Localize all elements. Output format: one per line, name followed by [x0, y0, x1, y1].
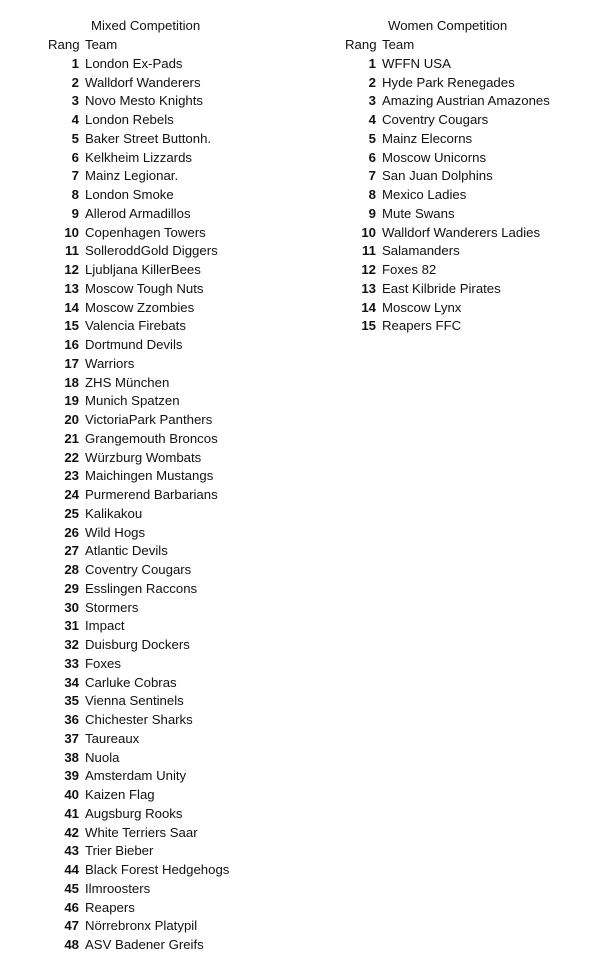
rank-cell: 5	[368, 130, 376, 146]
rank-cell: 23	[64, 468, 79, 484]
table-row	[48, 636, 318, 655]
rank-cell: 48	[64, 937, 79, 952]
rank-cell: 15	[64, 318, 79, 334]
rank-cell: 37	[64, 730, 79, 746]
table-row	[48, 599, 318, 618]
team-cell: Copenhagen Towers	[85, 224, 206, 240]
rank-cell: 39	[64, 768, 79, 784]
team-cell: ZHS München	[85, 374, 170, 390]
table-row	[48, 111, 318, 130]
women-competition-table	[345, 16, 605, 336]
team-cell: Atlantic Devils	[85, 543, 168, 559]
table-row	[345, 280, 605, 299]
rank-cell: 9	[368, 205, 376, 221]
table-row	[48, 261, 318, 280]
rank-cell: 20	[64, 412, 79, 427]
women-ranking-list	[345, 55, 605, 336]
rank-cell: 25	[64, 505, 79, 521]
team-cell: Taureaux	[85, 730, 140, 746]
rank-cell: 9	[71, 205, 79, 221]
rank-cell: 2	[368, 74, 376, 90]
team-cell: Novo Mesto Knights	[85, 93, 204, 109]
team-cell: Reapers FFC	[382, 318, 462, 334]
rank-cell: 7	[368, 168, 376, 184]
table-row	[345, 299, 605, 318]
table-row	[48, 205, 318, 224]
rank-cell: 21	[64, 430, 79, 446]
rank-cell: 27	[64, 543, 79, 559]
mixed-competition-title: Mixed Competition	[91, 18, 201, 33]
team-cell: Esslingen Raccons	[85, 580, 198, 596]
rank-cell: 40	[64, 787, 79, 802]
rank-cell: 28	[64, 562, 79, 577]
rank-cell: 41	[64, 805, 79, 821]
rank-cell: 4	[71, 112, 79, 127]
table-row	[48, 130, 318, 149]
rank-cell: 10	[64, 224, 79, 240]
team-cell: London Rebels	[85, 112, 174, 127]
table-row	[48, 280, 318, 299]
team-cell: Moscow Unicorns	[382, 149, 487, 165]
table-row	[48, 805, 318, 824]
mixed-header-row	[48, 36, 318, 55]
table-row	[48, 880, 318, 899]
team-cell: Stormers	[85, 599, 139, 615]
rank-cell: 15	[361, 318, 376, 334]
table-row	[48, 74, 318, 93]
table-row	[48, 917, 318, 936]
team-cell: Black Forest Hedgehogs	[85, 862, 230, 877]
team-cell: Baker Street Buttonh.	[85, 130, 212, 146]
team-cell: Foxes	[85, 655, 121, 671]
table-row	[48, 317, 318, 336]
table-row	[345, 74, 605, 93]
rank-cell: 24	[64, 487, 79, 502]
team-cell: ASV Badener Greifs	[85, 937, 204, 952]
team-cell: Foxes 82	[382, 262, 437, 277]
table-row	[48, 842, 318, 861]
team-cell: Ilmroosters	[85, 880, 151, 896]
team-cell: Walldorf Wanderers	[85, 74, 201, 90]
table-row	[345, 186, 605, 205]
table-row	[48, 524, 318, 543]
table-row	[48, 824, 318, 843]
team-cell: Würzburg Wombats	[85, 449, 202, 465]
table-row	[345, 55, 605, 74]
rank-cell: 33	[64, 655, 79, 671]
team-cell: Mute Swans	[382, 205, 455, 221]
rank-cell: 14	[361, 299, 376, 315]
table-row	[345, 261, 605, 280]
rank-cell: 45	[64, 880, 79, 896]
rank-cell: 2	[71, 74, 79, 90]
rank-cell: 36	[64, 712, 79, 727]
team-cell: Moscow Zzombies	[85, 299, 195, 315]
team-cell: White Terriers Saar	[85, 824, 198, 840]
rank-cell: 29	[64, 580, 79, 596]
table-row	[48, 674, 318, 693]
team-cell: Ljubljana KillerBees	[85, 262, 201, 277]
table-row	[345, 149, 605, 168]
rank-cell: 6	[71, 149, 79, 165]
table-row	[48, 767, 318, 786]
rank-cell: 18	[64, 374, 79, 390]
rank-cell: 10	[361, 224, 376, 240]
team-cell: Reapers	[85, 899, 135, 915]
team-column-header: Team	[85, 37, 118, 52]
team-cell: Walldorf Wanderers Ladies	[382, 224, 541, 240]
rank-cell: 7	[71, 168, 79, 184]
team-cell: Valencia Firebats	[85, 318, 186, 334]
table-row	[345, 317, 605, 336]
table-row	[345, 167, 605, 186]
table-row	[48, 149, 318, 168]
team-cell: Duisburg Dockers	[85, 637, 190, 652]
table-row	[48, 861, 318, 880]
team-cell: Hyde Park Renegades	[382, 74, 515, 90]
team-cell: Warriors	[85, 355, 135, 371]
rank-cell: 17	[64, 355, 79, 371]
team-cell: Allerod Armadillos	[85, 205, 191, 221]
table-row	[345, 205, 605, 224]
rank-cell: 11	[362, 243, 376, 259]
table-row	[48, 167, 318, 186]
mixed-ranking-list	[48, 55, 318, 955]
women-header-row	[345, 36, 605, 55]
team-cell: Amazing Austrian Amazones	[382, 93, 550, 109]
team-cell: Coventry Cougars	[85, 562, 192, 577]
team-cell: Maichingen Mustangs	[85, 468, 214, 484]
rank-cell: 32	[64, 637, 79, 652]
table-row	[48, 224, 318, 243]
table-row	[48, 561, 318, 580]
team-cell: Augsburg Rooks	[85, 805, 183, 821]
team-cell: Coventry Cougars	[382, 112, 489, 127]
team-cell: Trier Bieber	[85, 843, 154, 859]
team-cell: Kalikakou	[85, 505, 143, 521]
rank-cell: 8	[368, 187, 376, 202]
table-row	[48, 936, 318, 955]
team-cell: Nuola	[85, 749, 120, 765]
table-row	[48, 786, 318, 805]
team-column-header: Team	[382, 37, 415, 52]
team-cell: Purmerend Barbarians	[85, 487, 218, 502]
rank-cell: 14	[64, 299, 79, 315]
table-row	[345, 111, 605, 130]
rank-cell: 12	[64, 262, 79, 277]
table-row	[48, 617, 318, 636]
team-cell: Mainz Legionar.	[85, 168, 179, 184]
rank-cell: 8	[71, 187, 79, 202]
table-row	[48, 92, 318, 111]
team-cell: London Smoke	[85, 187, 174, 202]
rank-cell: 1	[71, 55, 79, 71]
team-cell: Kelkheim Lizzards	[85, 149, 193, 165]
table-row	[48, 449, 318, 468]
rank-column-header: Rang	[345, 37, 377, 52]
table-row	[48, 542, 318, 561]
team-cell: East Kilbride Pirates	[382, 280, 501, 296]
team-cell: San Juan Dolphins	[382, 168, 493, 184]
table-row	[48, 186, 318, 205]
table-row	[48, 655, 318, 674]
team-cell: Dortmund Devils	[85, 337, 183, 352]
rank-cell: 44	[64, 862, 79, 877]
team-cell: Nörrebronx Platypil	[85, 918, 198, 934]
team-cell: Mexico Ladies	[382, 187, 467, 202]
table-row	[48, 486, 318, 505]
rank-cell: 6	[368, 149, 376, 165]
rank-cell: 3	[368, 93, 376, 109]
rank-cell: 22	[64, 449, 79, 465]
table-row	[345, 224, 605, 243]
rank-cell: 34	[64, 674, 79, 690]
table-row	[48, 374, 318, 393]
team-cell: Vienna Sentinels	[85, 693, 184, 709]
rank-cell: 43	[64, 843, 79, 859]
rank-column-header: Rang	[48, 37, 80, 52]
table-row	[345, 242, 605, 261]
mixed-competition-table	[48, 16, 318, 955]
team-cell: Chichester Sharks	[85, 712, 193, 727]
women-competition-title: Women Competition	[388, 18, 508, 33]
rank-cell: 26	[64, 524, 79, 540]
team-cell: WFFN USA	[382, 55, 451, 71]
table-row	[345, 130, 605, 149]
rank-cell: 13	[361, 280, 376, 296]
rank-cell: 19	[64, 393, 79, 409]
table-row	[48, 355, 318, 374]
rank-cell: 13	[64, 280, 79, 296]
team-cell: Carluke Cobras	[85, 674, 177, 690]
rank-cell: 1	[368, 55, 376, 71]
team-cell: Mainz Elecorns	[382, 130, 473, 146]
team-cell: VictoriaPark Panthers	[85, 412, 213, 427]
rank-cell: 5	[71, 130, 79, 146]
team-cell: Wild Hogs	[85, 524, 146, 540]
table-row	[48, 411, 318, 430]
table-row	[48, 711, 318, 730]
team-cell: Kaizen Flag	[85, 787, 155, 802]
rank-cell: 31	[64, 618, 79, 634]
table-row	[48, 392, 318, 411]
table-row	[48, 580, 318, 599]
team-cell: Munich Spatzen	[85, 393, 180, 409]
rank-cell: 11	[65, 243, 79, 259]
table-row	[48, 749, 318, 768]
team-cell: Grangemouth Broncos	[85, 430, 218, 446]
team-cell: Amsterdam Unity	[85, 768, 187, 784]
table-row	[48, 692, 318, 711]
table-row	[48, 336, 318, 355]
rank-cell: 46	[64, 899, 79, 915]
team-cell: Impact	[85, 618, 125, 634]
team-cell: Moscow Tough Nuts	[85, 280, 204, 296]
rank-cell: 35	[64, 693, 79, 709]
rank-cell: 12	[361, 262, 376, 277]
rank-cell: 16	[64, 337, 79, 352]
team-cell: SolleroddGold Diggers	[85, 243, 218, 259]
rank-cell: 38	[64, 749, 79, 765]
rank-cell: 4	[368, 112, 376, 127]
table-row	[48, 55, 318, 74]
table-row	[48, 242, 318, 261]
table-row	[345, 92, 605, 111]
table-row	[48, 899, 318, 918]
table-row	[48, 299, 318, 318]
rank-cell: 3	[71, 93, 79, 109]
team-cell: Moscow Lynx	[382, 299, 462, 315]
table-row	[48, 430, 318, 449]
rank-cell: 47	[64, 918, 79, 934]
team-cell: London Ex-Pads	[85, 55, 183, 71]
team-cell: Salamanders	[382, 243, 460, 259]
table-row	[48, 505, 318, 524]
table-row	[48, 467, 318, 486]
table-row	[48, 730, 318, 749]
rank-cell: 42	[64, 824, 79, 840]
rank-cell: 30	[64, 599, 79, 615]
